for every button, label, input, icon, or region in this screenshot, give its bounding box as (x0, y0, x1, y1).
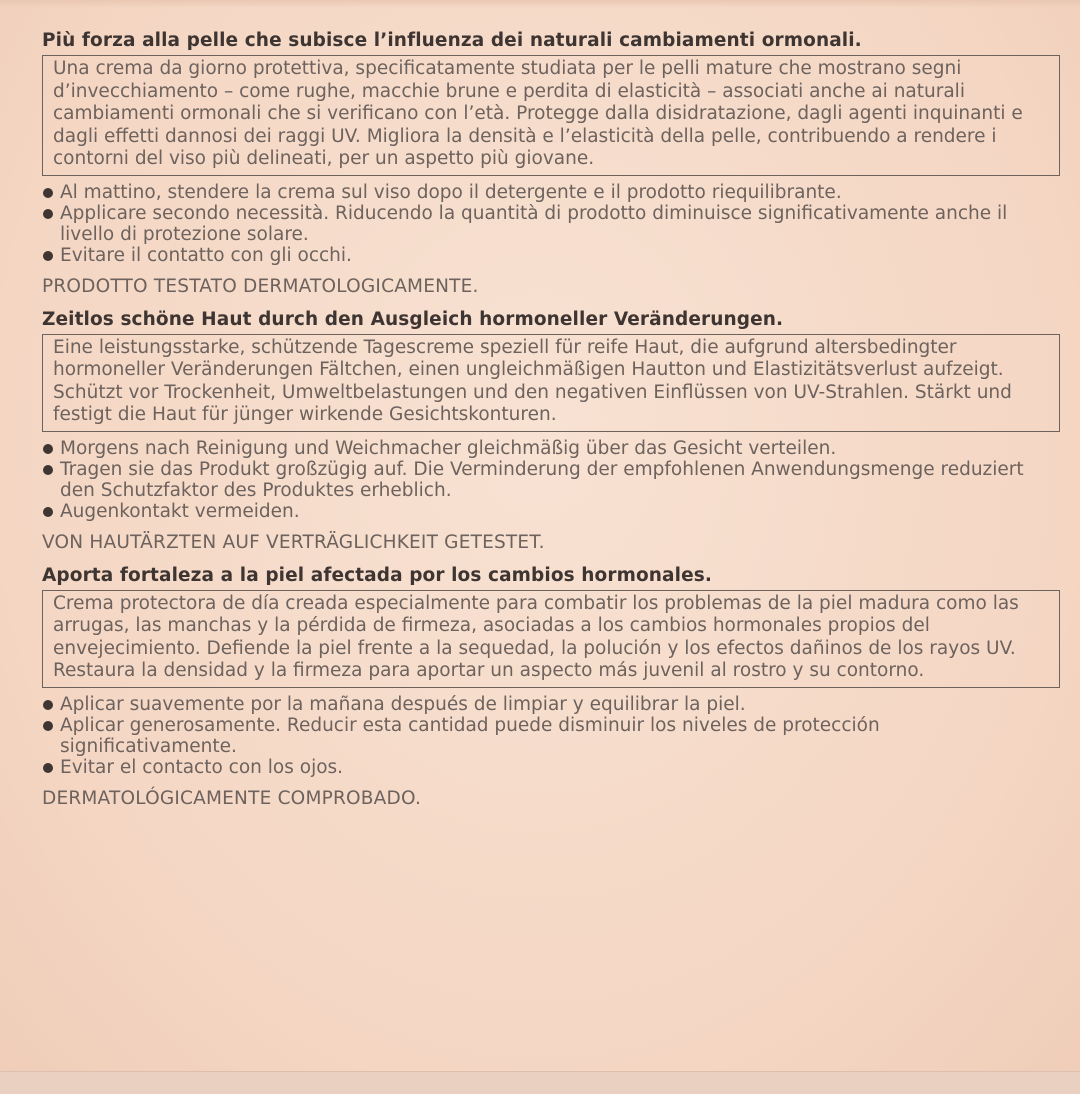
tested-statement: PRODOTTO TESTATO DERMATOLOGICAMENTE. (42, 275, 479, 297)
tested-statement: VON HAUTÄRZTEN AUF VERTRÄGLICHKEIT GETESTET. (42, 531, 545, 553)
section-heading: Zeitlos schöne Haut durch den Ausgleich hormoneller Veränderungen. (42, 308, 784, 330)
section-heading: Più forza alla pelle che subisce l’influenza dei naturali cambiamenti ormonali. (42, 30, 862, 51)
description-box: Crema protectora de día creada especialmente para combatir los problemas de la piel madura como las arrugas, las manchas y la pérdida de firmeza, asociadas a los cambios hormonales propios del envejecimiento. Defiende la piel frente a la sequedad, la polución y los efectos dañinos de los rayos UV. Restaura la densidad y la firmeza para aportar un aspecto más juvenil al rostro y su contorno. (42, 590, 1060, 688)
section-german (42, 309, 1060, 553)
description-box: Una crema da giorno protettiva, specificatamente studiata per le pelli mature che mostrano segni d’invecchiamento – come rughe, macchie brune e perdita di elasticità – associati anche ai naturali cambiamenti ormonali che si verificano con l’età. Protegge dalla disidratazione, dagli agenti inquinanti e dagli effetti dannosi dei raggi UV. Migliora la densità e l’elasticità della pelle, contribuendo a rendere i contorni del viso più delineati, per un aspetto più giovane. (42, 55, 1060, 176)
usage-item: Aplicar suavemente por la mañana después de limpiar y equilibrar la piel. (42, 694, 1060, 715)
usage-item: Evitar el contacto con los ojos. (42, 757, 1060, 778)
description-box: Eine leistungsstarke, schützende Tagescreme speziell für reife Haut, die aufgrund altersbedingter hormoneller Veränderungen Fältchen, einen ungleichmäßigen Hautton und Elastizitätsverlust aufzeigt. Schützt vor Trockenheit, Umweltbelastungen und den negativen Einflüssen von UV-Strahlen. Stärkt und festigt die Haut für jünger wirkende Gesichtskonturen. (42, 334, 1060, 432)
usage-item: Aplicar generosamente. Reducir esta cantidad puede disminuir los niveles de protección significativamente. (42, 715, 1060, 757)
usage-item: Morgens nach Reinigung und Weichmacher gleichmäßig über das Gesicht verteilen. (42, 438, 1060, 459)
usage-item: Applicare secondo necessità. Riducendo la quantità di prodotto diminuisce significativamente anche il livello di protezione solare. (42, 203, 1060, 245)
usage-list (42, 694, 1060, 778)
usage-item: Tragen sie das Produkt großzügig auf. Die Verminderung der empfohlenen Anwendungsmenge reduziert den Schutzfaktor des Produktes erheblich. (42, 459, 1060, 501)
label-text-panel (42, 22, 1060, 821)
tested-statement: DERMATOLÓGICAMENTE COMPROBADO. (42, 787, 422, 809)
package-top-edge (0, 0, 1080, 8)
usage-item: Augenkontakt vermeiden. (42, 501, 1060, 522)
package-bottom-edge (0, 1071, 1080, 1094)
usage-list (42, 182, 1060, 266)
section-italian (42, 30, 1060, 297)
section-heading: Aporta fortaleza a la piel afectada por los cambios hormonales. (42, 564, 712, 586)
usage-item: Al mattino, stendere la crema sul viso dopo il detergente e il prodotto riequilibrante. (42, 182, 1060, 203)
section-spanish (42, 565, 1060, 809)
usage-list (42, 438, 1060, 522)
usage-item: Evitare il contatto con gli occhi. (42, 245, 1060, 266)
